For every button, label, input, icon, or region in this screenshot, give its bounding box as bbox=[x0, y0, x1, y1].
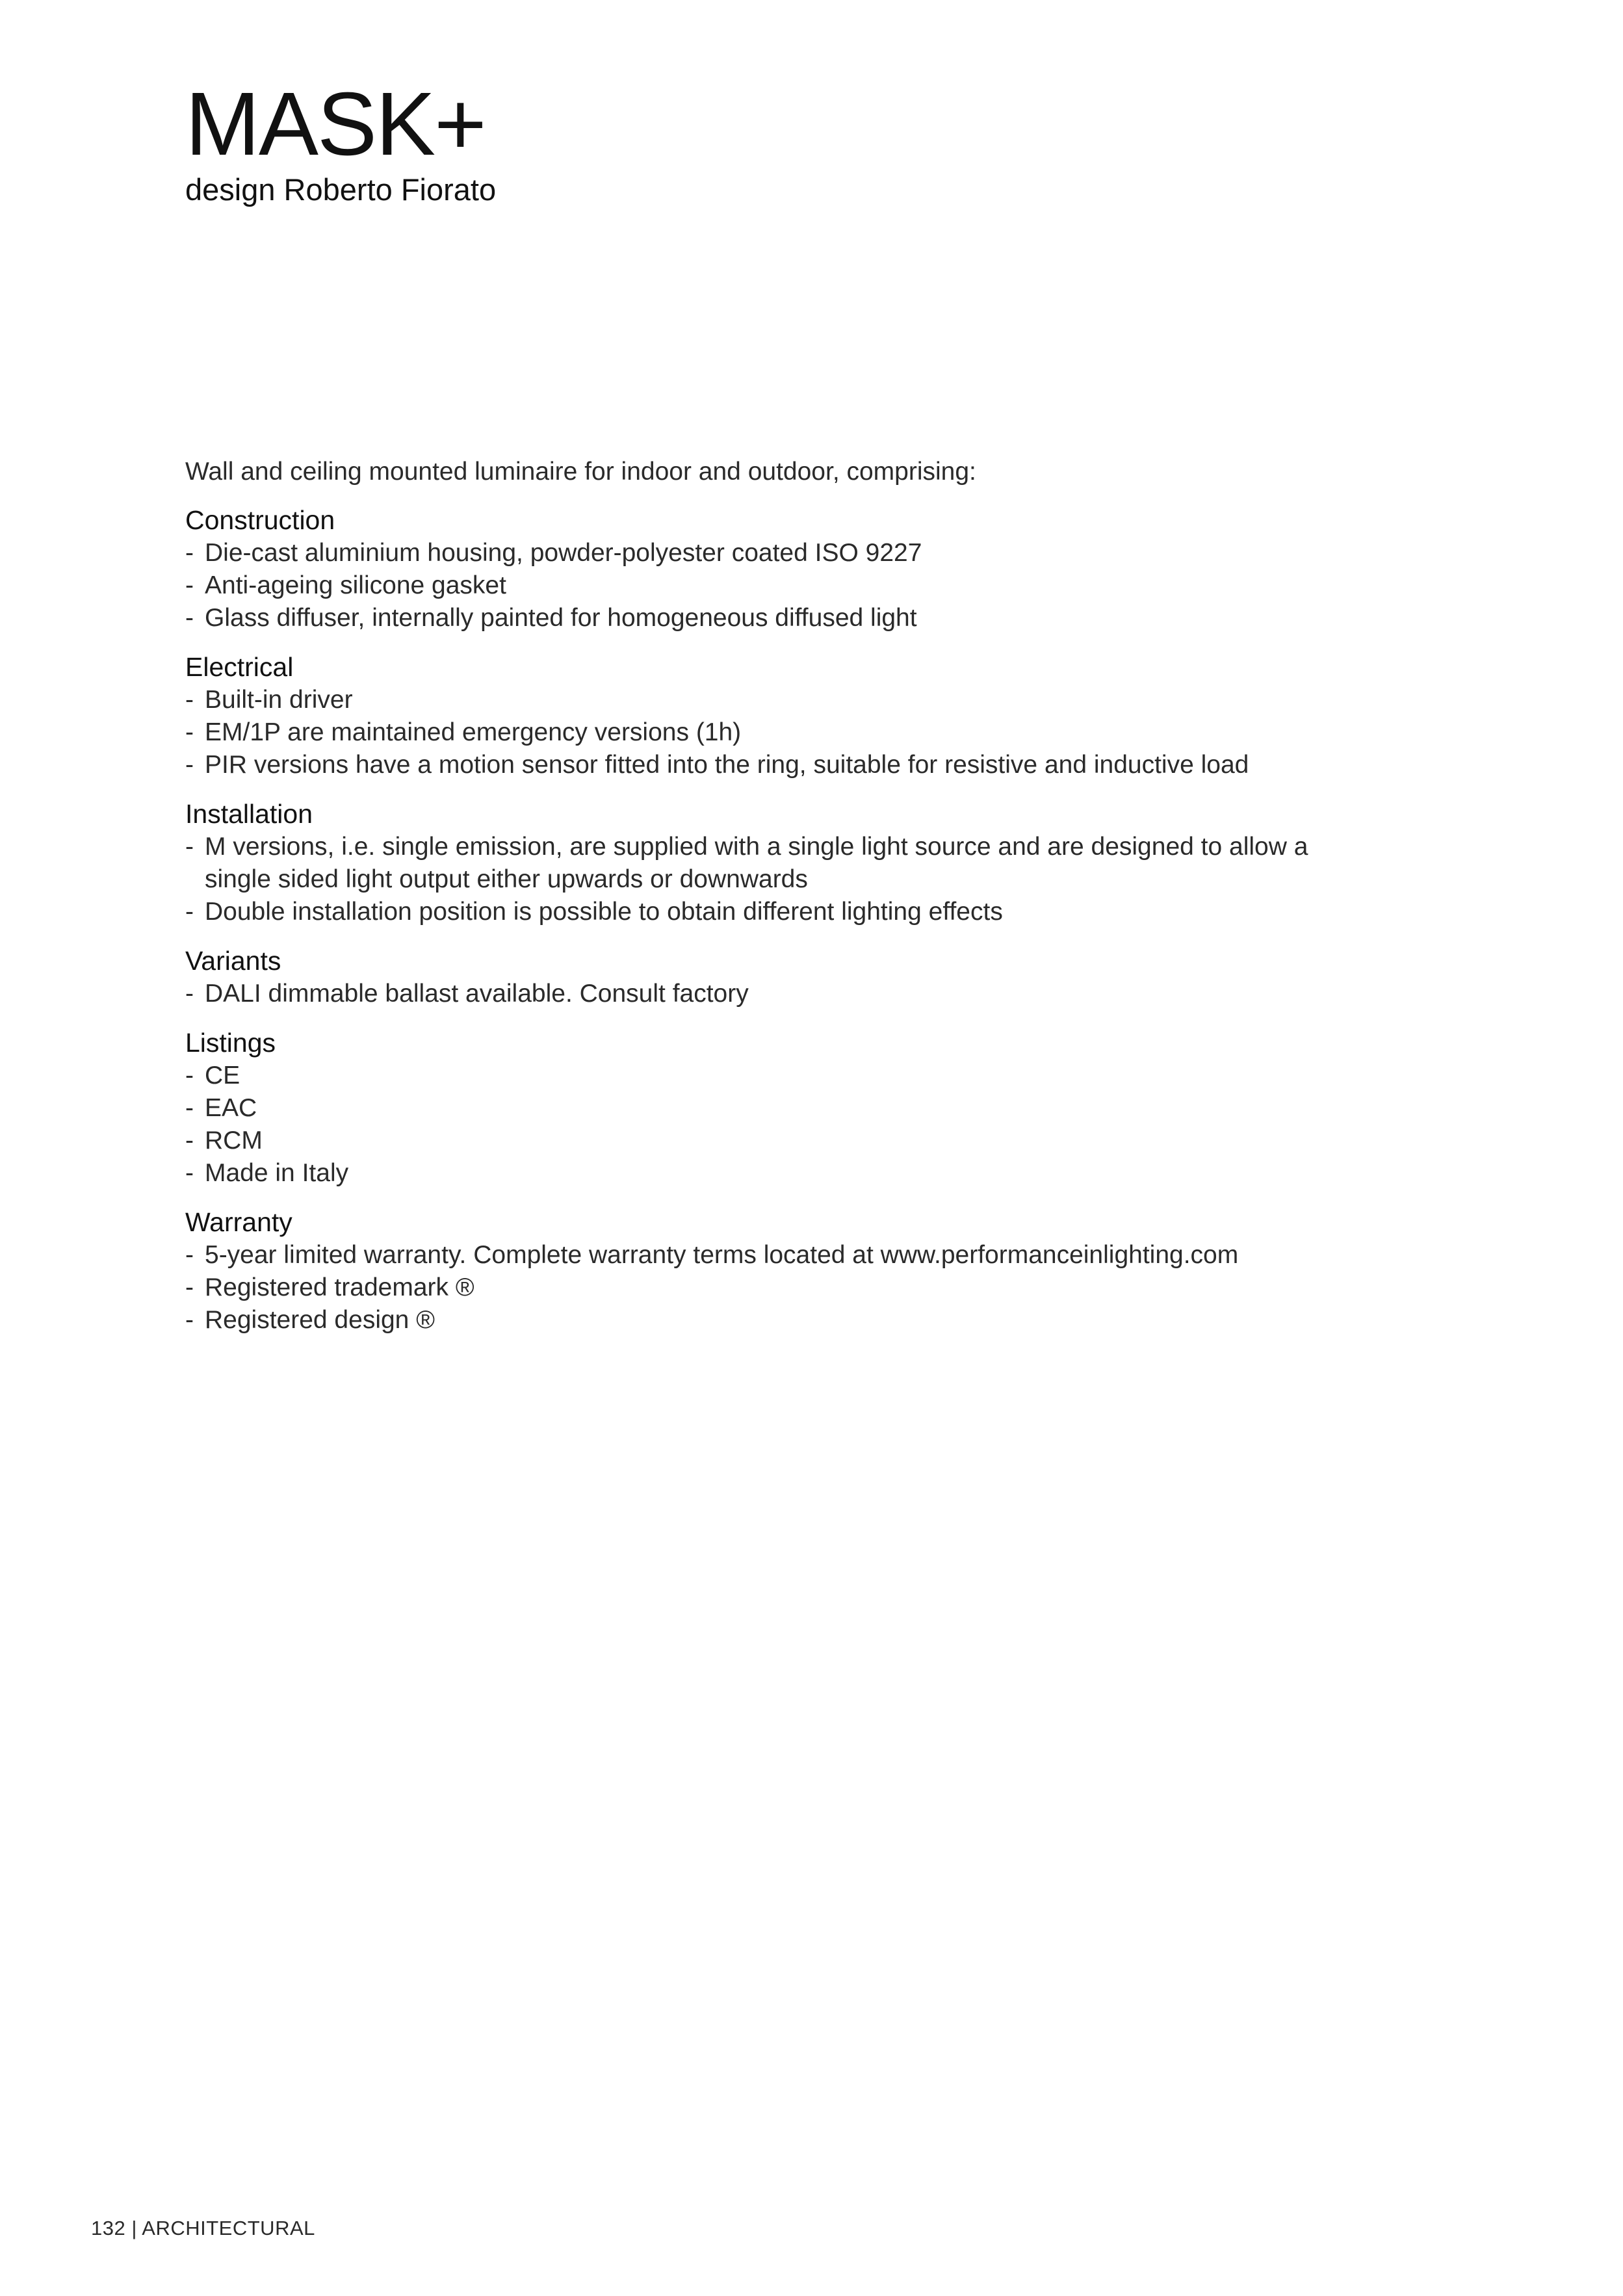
list-item bbox=[185, 978, 1355, 1010]
spec-sections bbox=[185, 503, 1355, 1337]
page-footer: 132 | ARCHITECTURAL bbox=[91, 2217, 315, 2239]
list-item-text: DALI dimmable ballast available. Consult factory bbox=[205, 980, 749, 1008]
list-dash: - bbox=[185, 686, 194, 714]
list-item-text: Made in Italy bbox=[205, 1159, 349, 1187]
list-item bbox=[185, 1125, 1355, 1157]
list-item bbox=[185, 1239, 1355, 1272]
list-item bbox=[185, 896, 1355, 928]
list-dash: - bbox=[185, 980, 194, 1008]
list-item-text: M versions, i.e. single emission, are supplied with a single light source and are designed to allow a single sided light output either upwards or downwards bbox=[205, 833, 1308, 893]
section-item-list bbox=[185, 831, 1355, 928]
list-dash: - bbox=[185, 604, 194, 632]
list-dash: - bbox=[185, 751, 194, 779]
list-item-text: Die-cast aluminium housing, powder-polyester coated ISO 9227 bbox=[205, 539, 922, 567]
intro-text: Wall and ceiling mounted luminaire for indoor and outdoor, comprising: bbox=[185, 458, 976, 486]
list-item bbox=[185, 831, 1355, 896]
list-item-text: Built-in driver bbox=[205, 686, 353, 714]
list-item bbox=[185, 537, 1355, 569]
section-item-list bbox=[185, 1060, 1355, 1190]
list-item-text: 5-year limited warranty. Complete warranty terms located at www.performanceinlighting.com bbox=[205, 1241, 1239, 1269]
list-item-text: Registered design ® bbox=[205, 1306, 435, 1334]
list-item bbox=[185, 749, 1355, 781]
section-title: Installation bbox=[185, 799, 313, 829]
list-dash: - bbox=[185, 539, 194, 567]
section-item-list bbox=[185, 537, 1355, 634]
list-item bbox=[185, 1092, 1355, 1125]
list-dash: - bbox=[185, 1306, 194, 1334]
list-item-text: Double installation position is possible to obtain different lighting effects bbox=[205, 898, 1003, 926]
list-dash: - bbox=[185, 718, 194, 746]
section-item-list bbox=[185, 978, 1355, 1010]
list-item bbox=[185, 1272, 1355, 1304]
list-dash: - bbox=[185, 1094, 194, 1122]
spec-section bbox=[185, 797, 1355, 928]
spec-section bbox=[185, 944, 1355, 1010]
list-dash: - bbox=[185, 1127, 194, 1155]
list-item-text: Registered trademark ® bbox=[205, 1273, 474, 1301]
section-title: Electrical bbox=[185, 652, 294, 682]
section-item-list bbox=[185, 1239, 1355, 1337]
list-dash: - bbox=[185, 1159, 194, 1187]
section-title: Construction bbox=[185, 505, 335, 535]
list-item-text: RCM bbox=[205, 1127, 263, 1155]
list-item bbox=[185, 569, 1355, 602]
list-item bbox=[185, 1304, 1355, 1337]
list-item bbox=[185, 1060, 1355, 1092]
list-dash: - bbox=[185, 1062, 194, 1089]
list-item-text: EM/1P are maintained emergency versions (1h) bbox=[205, 718, 742, 746]
section-title: Warranty bbox=[185, 1207, 292, 1237]
spec-section bbox=[185, 503, 1355, 634]
list-item-text: CE bbox=[205, 1062, 240, 1089]
designer-subtitle: design Roberto Fiorato bbox=[185, 172, 497, 207]
spec-section bbox=[185, 1205, 1355, 1337]
list-dash: - bbox=[185, 1241, 194, 1269]
list-item bbox=[185, 602, 1355, 634]
list-item-text: EAC bbox=[205, 1094, 257, 1122]
section-title: Listings bbox=[185, 1028, 276, 1058]
list-item-text: Glass diffuser, internally painted for homogeneous diffused light bbox=[205, 604, 917, 632]
product-title: MASK+ bbox=[185, 74, 486, 174]
list-dash: - bbox=[185, 833, 194, 861]
list-item bbox=[185, 684, 1355, 716]
section-title: Variants bbox=[185, 946, 281, 976]
section-item-list bbox=[185, 684, 1355, 781]
page-header bbox=[185, 74, 497, 207]
spec-section bbox=[185, 1026, 1355, 1190]
list-dash: - bbox=[185, 898, 194, 926]
spec-section bbox=[185, 650, 1355, 781]
list-item bbox=[185, 716, 1355, 749]
list-item-text: Anti-ageing silicone gasket bbox=[205, 571, 506, 599]
list-dash: - bbox=[185, 571, 194, 599]
list-item bbox=[185, 1157, 1355, 1190]
list-dash: - bbox=[185, 1273, 194, 1301]
list-item-text: PIR versions have a motion sensor fitted into the ring, suitable for resistive and inductive load bbox=[205, 751, 1249, 779]
spec-content bbox=[185, 455, 1355, 1352]
